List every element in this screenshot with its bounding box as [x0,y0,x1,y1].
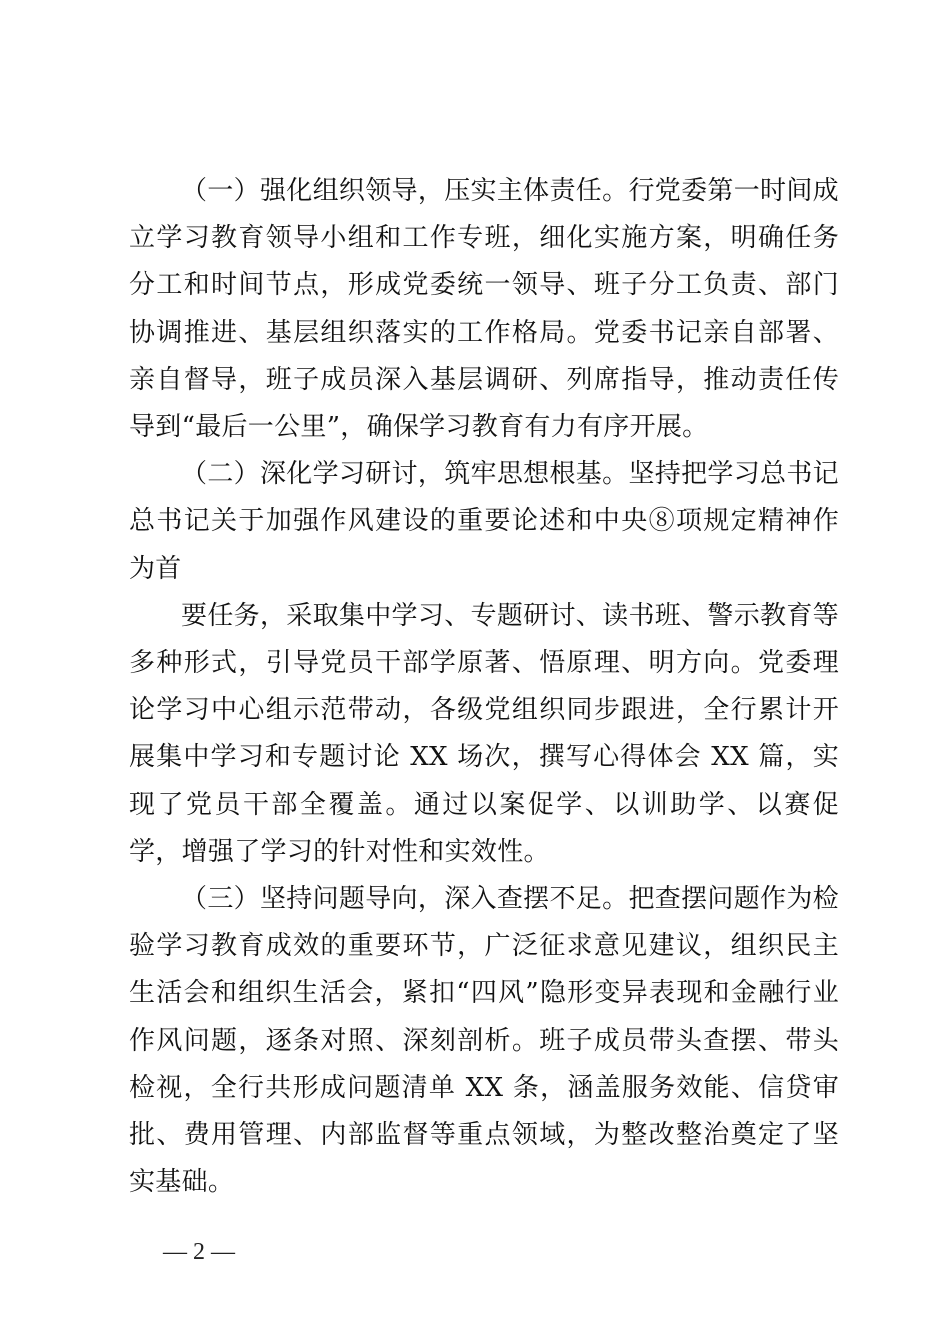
document-body [129,168,839,1206]
paragraph-study-discussion-continued: 要任务，采取集中学习、专题研讨、读书班、警示教育等多种形式，引导党员干部学原著、悟原理、明方向。党委理论学习中心组示范带动，各级党组织同步跟进，全行累计开展集中学习和专题讨论 XX 场次，撰写心得体会 XX 篇，实现了党员干部全覆盖。通过以案促学、以训助学、以赛促学，增强了学习的针对性和实效性。 [129,600,839,867]
paragraph-study-discussion: （二）深化学习研讨，筑牢思想根基。坚持把学习总书记总书记关于加强作风建设的重要论述和中央⑧项规定精神作为首 [129,459,839,584]
paragraph-organization-leadership: （一）强化组织领导，压实主体责任。行党委第一时间成立学习教育领导小组和工作专班，细化实施方案，明确任务分工和时间节点，形成党委统一领导、班子分工负责、部门协调推进、基层组织落实的工作格局。党委书记亲自部署、亲自督导，班子成员深入基层调研、列席指导，推动责任传导到“最后一公里”，确保学习教育有力有序开展。 [129,176,839,443]
page-number: — 2 — [163,1239,235,1265]
paragraph-problem-orientation: （三）坚持问题导向，深入查摆不足。把查摆问题作为检验学习教育成效的重要环节，广泛征求意见建议，组织民主生活会和组织生活会，紧扣“四风”隐形变异表现和金融行业作风问题，逐条对照、深刻剖析。班子成员带头查摆、带头检视，全行共形成问题清单 XX 条，涵盖服务效能、信贷审批、费用管理、内部监督等重点领域，为整改整治奠定了坚实基础。 [129,884,839,1198]
